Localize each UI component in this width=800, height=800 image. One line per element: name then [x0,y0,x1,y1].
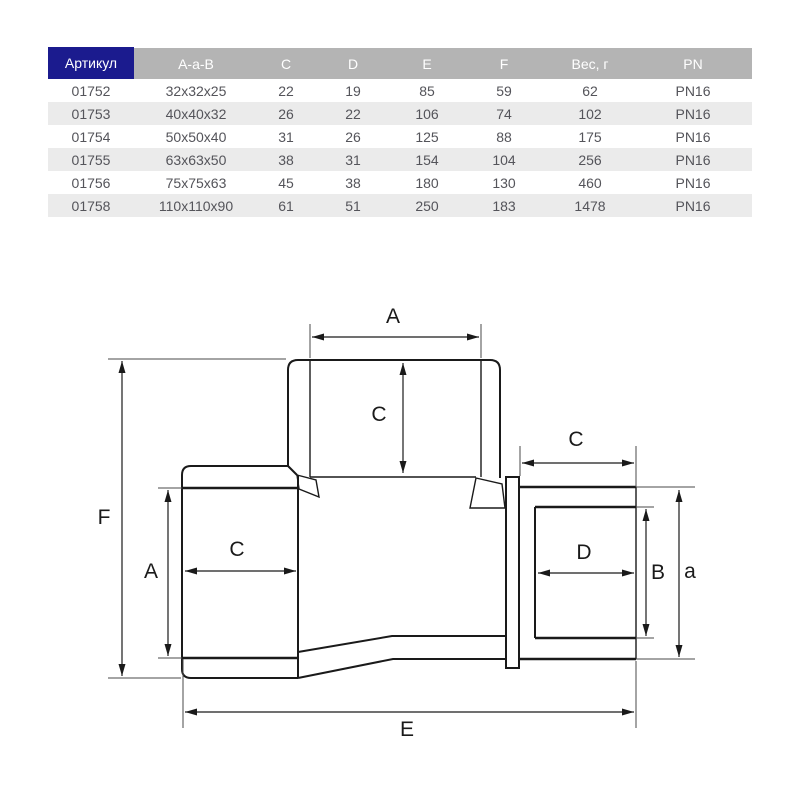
dimension-labels [98,305,697,741]
table-cell: 175 [578,128,602,145]
table-cell: 88 [496,128,512,145]
table-cell: 32x32x25 [165,82,227,99]
table-cell: 22 [278,82,294,99]
table-cell: 125 [415,128,439,145]
table-cell: 01753 [48,102,134,125]
table-cell: PN16 [675,174,711,191]
table-cell: 59 [496,82,512,99]
dimension-lines [122,337,679,712]
extension-lines [108,324,695,728]
column-header-6: Вес, г [546,47,634,80]
table-cell: 01755 [48,148,134,171]
table-cell: 01756 [71,174,111,191]
table-cell: 256 [546,148,634,171]
table-cell: 61 [258,194,314,217]
table-cell: 26 [258,102,314,125]
table-cell: 104 [462,148,546,171]
column-header-2: C [258,47,314,80]
table-cell: PN16 [634,148,752,171]
column-header-0: Артикул [48,47,134,80]
dim-label-left-c: C [229,538,245,561]
table-cell: 51 [314,194,392,217]
table-cell: 460 [578,174,602,191]
dim-label-right-c: C [568,428,584,451]
column-header-3: D [314,47,392,80]
column-header-4: E [392,47,462,80]
dim-label-left-a: A [143,560,159,583]
table-cell: 110x110x90 [134,194,258,217]
column-header-1: A-a-B [134,47,258,80]
table-cell: 102 [546,102,634,125]
dim-label-a-small: a [684,560,696,583]
dim-label-b: B [650,561,666,584]
fitting-outline [182,360,636,678]
table-cell: PN16 [634,194,752,217]
table-cell: 38 [345,174,361,191]
table-cell: 45 [278,174,294,191]
column-header-7: PN [634,47,752,80]
table-cell: 180 [415,174,439,191]
dim-label-e: E [399,718,415,741]
table-cell: PN16 [634,102,752,125]
table-cell: 63x63x50 [134,148,258,171]
table-cell: 250 [392,194,462,217]
dim-label-branch-c: C [371,403,387,426]
table-cell: 130 [492,174,516,191]
table-cell: 1478 [546,194,634,217]
table-cell: 31 [278,128,294,145]
table-cell: 75x75x63 [165,174,227,191]
table-cell: 26 [345,128,361,145]
flange-ring [506,477,519,668]
dim-label-top-a: A [385,305,401,328]
table-cell: 01752 [71,82,111,99]
table-cell: PN16 [675,128,711,145]
table-cell: 74 [462,102,546,125]
table-cell: 22 [314,102,392,125]
table-cell: 106 [392,102,462,125]
table-cell: 19 [345,82,361,99]
table-cell: 38 [258,148,314,171]
table-cell: PN16 [675,82,711,99]
table-cell: 154 [392,148,462,171]
dim-label-f: F [97,506,111,529]
table-cell: 183 [462,194,546,217]
table-cell: 85 [419,82,435,99]
table-cell: 01754 [71,128,111,145]
table-cell: 01758 [48,194,134,217]
dim-label-d: D [576,541,592,564]
table-cell: 62 [582,82,598,99]
table-cell: 31 [314,148,392,171]
table-cell: 50x50x40 [165,128,227,145]
column-header-5: F [462,47,546,80]
table-cell: 40x40x32 [134,102,258,125]
